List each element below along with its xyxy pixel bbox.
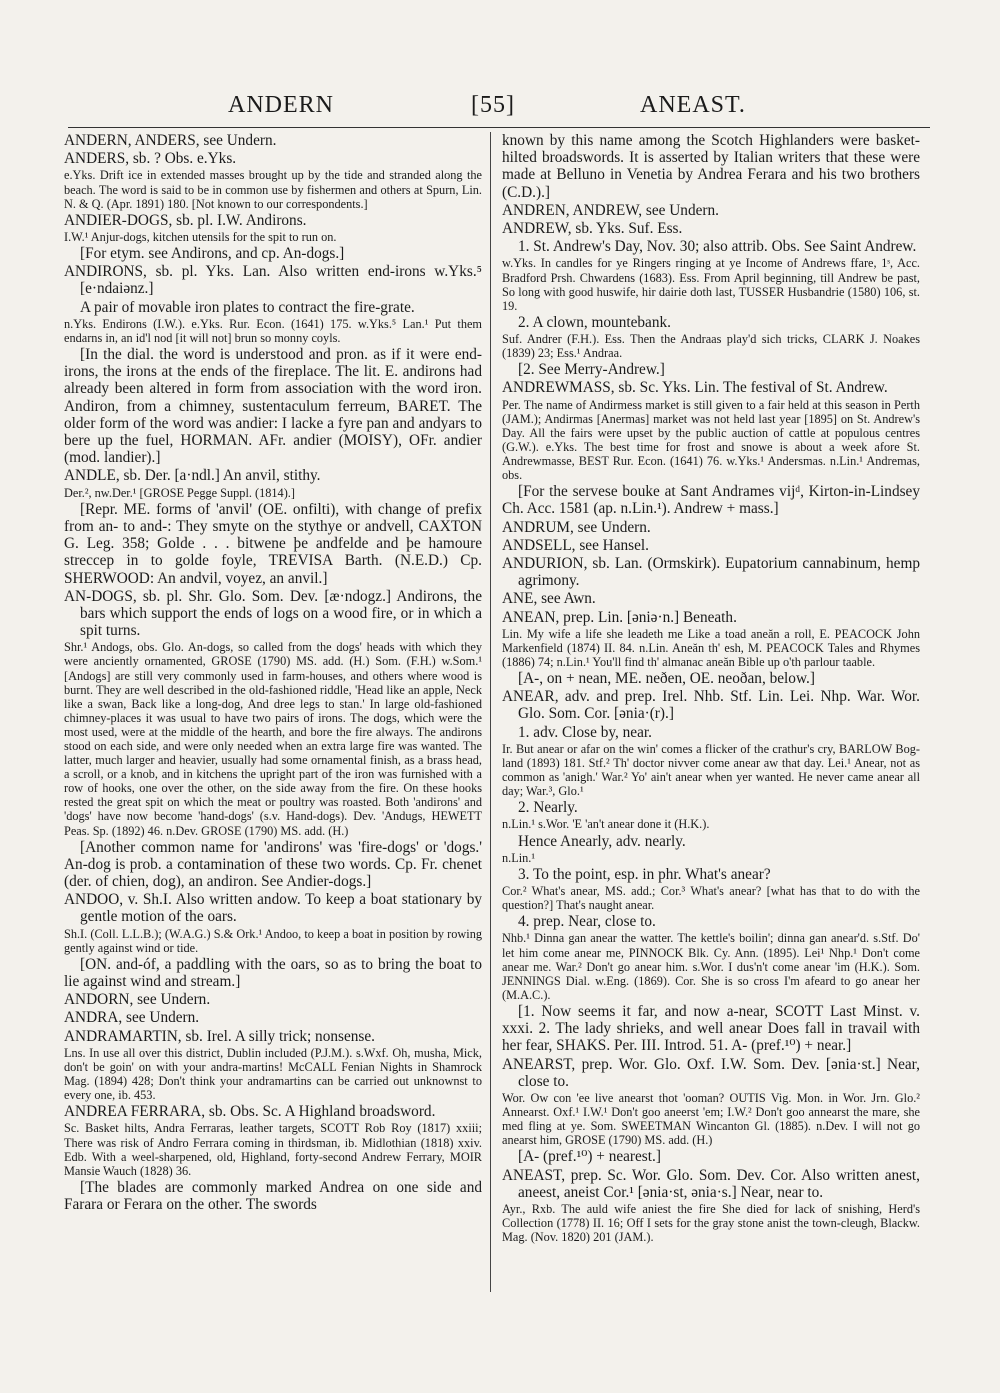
entry-text: [For etym. see Andirons, and cp. An-dogs.] [80, 244, 345, 262]
entry-headword: ANDREA FERRARA, sb. Obs. Sc. A Highland broadsword. [64, 1103, 436, 1121]
entry-headword: AN-DOGS, sb. pl. Shr. Glo. Som. Dev. [æ·ndogz.] Andirons, the bars which support the ends of logs on a wood fire, or in which a spit turns. [64, 587, 482, 640]
entry-headword: ANDOO, v. Sh.I. Also written andow. To keep a boat stationary by gentle motion of the oars. [64, 891, 482, 926]
entry-text: A pair of movable iron plates to contract the fire-grate. [80, 298, 415, 316]
entry-headword: ANDRA, see Undern. [64, 1009, 200, 1027]
entry-citation: Lin. My wife a life she leadeth me Like a toad aneăn a roll, E. PEACOCK John Markenfield (1874) II. 84. n.Lin. Aneăn th' esh, M. PEACOCK Tales and Rhymes (1886) 74; n.Lin.¹ You'll find th' almanac aneăn Bible up o'th parlour taable. [502, 626, 920, 669]
entry-headword: ANEAR, adv. and prep. Irel. Nhb. Stf. Lin. Lei. Nhp. War. Wor. Glo. Som. Cor. [ənia·(r).] [502, 688, 920, 723]
left-column [64, 132, 482, 1292]
entry-citation: Suf. Andrer (F.H.). Ess. Then the Andraas play'd sich tricks, CLARK J. Noakes (1839) 23; Ess.¹ Andraa. [502, 332, 920, 361]
entry-citation: Ayr., Rxb. The auld wife aniest the fire She died for lack of snishing, Herd's Collection (1778) II. 16; Off I sets for the gray stone anist the town-cleugh, Blackw. Mag. (Nov. 1820) 201 (JAM.). [502, 1201, 920, 1245]
entry-text: [In the dial. the word is understood and pron. as if it were end-irons, the irons at the ends of the fireplace. The lit. E. andirons had already been altered in form from association with the word iron. Andiron, from a chimney, sustentaculum ferreum, BARET. The older form of the word was andier: I lacke a fyre pan and andyars to bere up the fuel, HORMAN. AFr. andier (MOISY), OFr. andier (mod. landier).] [64, 345, 482, 467]
entry-citation: e.Yks. Drift ice in extended masses brought up by the tide and stranded along the beach. The word is said to be in common use by fishermen and others at Spurn, Lin. N. & Q. (Apr. 1891) 180. [Not known to our correspondents.] [64, 168, 482, 211]
entry-headword: ANDLE, sb. Der. [a·ndl.] An anvil, stithy. [64, 467, 321, 485]
entry-citation: n.Lin.¹ [502, 850, 536, 865]
entry-headword: ANDSELL, see Hansel. [502, 536, 649, 554]
entry-text: known by this name among the Scotch Highlanders were basket-hilted broadswords. It is asserted by Italian writers that these were made at Belluno in Venetia by Andrea Ferara and his two brothers (C.D.).] [502, 132, 920, 201]
entry-text: [For the servese bouke at Sant Andrames vijᵈ, Kirton-in-Lindsey Ch. Acc. 1581 (ap. n.Lin.¹). Andrew + mass.] [502, 483, 920, 518]
entry-headword: ANDREWMASS, sb. Sc. Yks. Lin. The festival of St. Andrew. [502, 379, 888, 397]
entry-headword: ANDORN, see Undern. [64, 991, 211, 1009]
entry-text: [The blades are commonly marked Andrea on one side and Farara or Ferara on the other. The swords [64, 1178, 482, 1214]
entry-citation: Ir. But anear or afar on the win' comes a flicker of the crathur's cry, BARLOW Bog-land (1893) 181. Stf.² Th' doctor nivver come anear aw that day. Lei.¹ Anear, not as common as 'anigh.' War.² Yo' ain't anear when yer wanted. He never came anear all day; War.³, Glo.¹ [502, 741, 920, 799]
page-header [0, 92, 1000, 124]
entry-text: 4. prep. Near, close to. [518, 913, 656, 931]
entry-headword: ANDURION, sb. Lan. (Ormskirk). Eupatorium cannabinum, hemp agrimony. [502, 554, 920, 590]
entry-citation: Per. The name of Andirmess market is still given to a fair held at this season in Perth (JAM.); Andirmas [Anermas] market was not held last year [1895] on St. Andrew's Day. All the fairs were upset by the public auction of cattle at populous centres (G.W.). e.Yks. The best time for frost and snowe is about a week afore St. Andrewmasse, BEST Rur. Econ. (1641) 76. w.Yks.¹ Andersmas. n.Lin.¹ Andremas, obs. [502, 397, 920, 483]
entry-text: 1. St. Andrew's Day, Nov. 30; also attrib. Obs. See Saint Andrew. [518, 238, 917, 256]
entry-citation: Wor. Ow con 'ee live anearst thot 'ooman? OUTIS Vig. Mon. in Wor. Jrn. Glo.² Annearst. Oxf.¹ I.W.¹ Don't goo aneerst 'em; I.W.² Don't goo annearst the mare, she med fling at ye. Som. SWEETMAN Wincanton Gl. (1885). n.Dev. I will not go anearst him, GROSE (1790) MS. add. (H.) [502, 1090, 920, 1148]
header-rule [68, 127, 930, 128]
entry-text: [A-, on + nean, ME. neðen, OE. neoðan, below.] [518, 670, 815, 688]
entry-text: 3. To the point, esp. in phr. What's anear? [518, 865, 771, 883]
entry-text: 2. A clown, mountebank. [518, 313, 671, 331]
entry-citation: n.Lin.¹ s.Wor. 'E 'an't anear done it (H.K.). [502, 817, 710, 832]
entry-text: [ON. and-óf, a paddling with the oars, so as to bring the boat to lie against wind and stream.] [64, 955, 482, 991]
entry-citation: Shr.¹ Andogs, obs. Glo. An-dogs, so called from the dogs' heads with which they were anciently ornamented, GROSE (1790) MS. add. (H.) Som. (F.H.) w.Som.¹ [Andogs] are still very commonly used in farm-houses, and others where wood is burnt. They are well described in the old-fashioned riddle, 'Head like an apple, Neck like a swan, Back like a long-dog, And dree legs to stan.' In large old-fashioned chimney-places it was usual to have two pairs of irons. The dogs, which were the most used, were at the middle of the hearth, and bore the fire always. The andirons stood on each side, and were only needed when an extra large fire was wanted. The latter, much larger and heavier, usually had some ornamental finish, as a brass head, a scroll, or a knob, and in kitchens the upright part of the iron was furnished with a row of hooks, one over the other, on the side away from the fire. On these hooks rested the great spit on which the meat or poultry was roasted. Both 'andirons' and 'dogs' have now become 'hand-dogs' (s.v. Hand-dogs). Dev. 'Andugs, HEWETT Peas. Sp. (1892) 46. n.Dev. GROSE (1790) MS. add. (H.) [64, 640, 482, 838]
entry-citation: Sc. Basket hilts, Andra Ferraras, leather targets, SCOTT Rob Roy (1817) xxiii; There was risk of Andro Ferrara coming in thirdsman, ib. Midlothian (1818) xxiv. Edb. With a weel-sharpened, old, Highland, forty-second Andrew Ferrary, MOIR Mansie Wauch (1828) 36. [64, 1121, 482, 1178]
entry-headword: ANEAN, prep. Lin. [əniə·n.] Beneath. [502, 608, 737, 626]
entry-citation: n.Yks. Endirons (I.W.). e.Yks. Rur. Econ. (1641) 175. w.Yks.⁵ Lan.¹ Put them endarns in, an id'l nod [it will not] brun so monny coyls. [64, 316, 482, 345]
entry-text: [2. See Merry-Andrew.] [518, 361, 665, 379]
entry-headword: ANDRAMARTIN, sb. Irel. A silly trick; nonsense. [64, 1027, 375, 1045]
entry-text: 2. Nearly. [518, 799, 578, 817]
entry-headword: ANDERN, ANDERS, see Undern. [64, 132, 277, 149]
entry-citation: Nhb.¹ Dinna gan anear the watter. The kettle's boilin'; dinna gan anear'd. s.Stf. Do' let him come anear me, PINNOCK Blk. Cy. Ann. (1895). Lei¹ Nhp.¹ Don't come anear me. War.² Don't go anear him. s.Wor. I dus'n't come anear 'im (H.K.). Som. JENNINGS Dial. w.Eng. (1869). Cor. She is so cross I'm afeard to go anear her (M.A.C.). [502, 931, 920, 1002]
entry-text: [A- (pref.¹⁰) + nearest.] [518, 1148, 661, 1166]
entry-citation: I.W.¹ Anjur-dogs, kitchen utensils for the spit to run on. [64, 229, 337, 244]
running-head-left: ANDERN [228, 92, 334, 118]
entry-headword: ANEAST, prep. Sc. Wor. Glo. Som. Dev. Cor. Also written anest, aneest, aneist Cor.¹ [ənia·st, ənia·s.] Near, near to. [502, 1166, 920, 1201]
entry-text: [Another common name for 'andirons' was 'fire-dogs' or 'dogs.' An-dog is prob. a contamination of these two words. Cp. Fr. chenet (der. of chien, dog), an andiron. See Andier-dogs.] [64, 838, 482, 891]
entry-citation: Der.², nw.Der.¹ [GROSE Pegge Suppl. (1814).] [64, 485, 295, 500]
entry-headword: ANDREN, ANDREW, see Undern. [502, 201, 719, 219]
entry-text: [Repr. ME. forms of 'anvil' (OE. onfilti), with change of prefix from an- to and-: They smyte on the stythye or andvell, CAXTON G. Leg. 358; Golde . . . bitwene þe andfelde and þe hamoure streccep in to golde foyle, TREVISA Barth. (N.E.D.) Cp. SHERWOOD: An andvil, voyez, an anvil.] [64, 500, 482, 587]
entry-headword: ANDREW, sb. Yks. Suf. Ess. [502, 220, 683, 238]
entry-text: 1. adv. Close by, near. [518, 723, 652, 741]
column-divider [490, 132, 491, 1292]
entry-headword: ANDERS, sb. ? Obs. e.Yks. [64, 150, 237, 168]
entry-text: Hence Anearly, adv. nearly. [518, 832, 686, 850]
entry-text: [1. Now seems it far, and now a-near, SCOTT Last Minst. v. xxxi. 2. The lady shrieks, and well anear Does fall in travail with her fear, SHAKS. Per. III. Introd. 51. A- (pref.¹⁰) + near.] [502, 1002, 920, 1055]
entry-headword: ANE, see Awn. [502, 590, 596, 608]
entry-citation: Sh.I. (Coll. L.L.B.); (W.A.G.) S.& Ork.¹ Andoo, to keep a boat in position by rowing gently against wind or tide. [64, 926, 482, 955]
entry-citation: Lns. In use all over this district, Dublin included (P.J.M.). s.Wxf. Oh, musha, Mick, don't be goin' on with your andra-martins! McCALL Fenian Nights in Shamrock Mag. (1894) 428; Don't think your andramartins can be carried out unknownst to every one, ib. 453. [64, 1045, 482, 1103]
page-number: [55] [471, 92, 515, 118]
entry-citation: w.Yks. In candles for ye Ringers ringing at ye Income of Andrews ffare, 1ˢ, Acc. Bradford Prsh. Chwardens (1683). Ess. From April beginning, till Andrew be past, So long with good huswife, hir dairie doth last, TUSSER Husbandrie (1580) 106, st. 19. [502, 256, 920, 313]
entry-citation: Cor.² What's anear, MS. add.; Cor.³ What's anear? [what has that to do with the question?] That's naught anear. [502, 884, 920, 913]
entry-headword: ANDRUM, see Undern. [502, 518, 651, 536]
entry-headword: ANDIRONS, sb. pl. Yks. Lan. Also written end-irons w.Yks.⁵ [e·ndaiənz.] [64, 263, 482, 298]
running-head-right: ANEAST. [640, 92, 746, 118]
entry-headword: ANDIER-DOGS, sb. pl. I.W. Andirons. [64, 211, 307, 229]
right-column [502, 132, 920, 1292]
entry-headword: ANEARST, prep. Wor. Glo. Oxf. I.W. Som. Dev. [ənia·st.] Near, close to. [502, 1055, 920, 1090]
